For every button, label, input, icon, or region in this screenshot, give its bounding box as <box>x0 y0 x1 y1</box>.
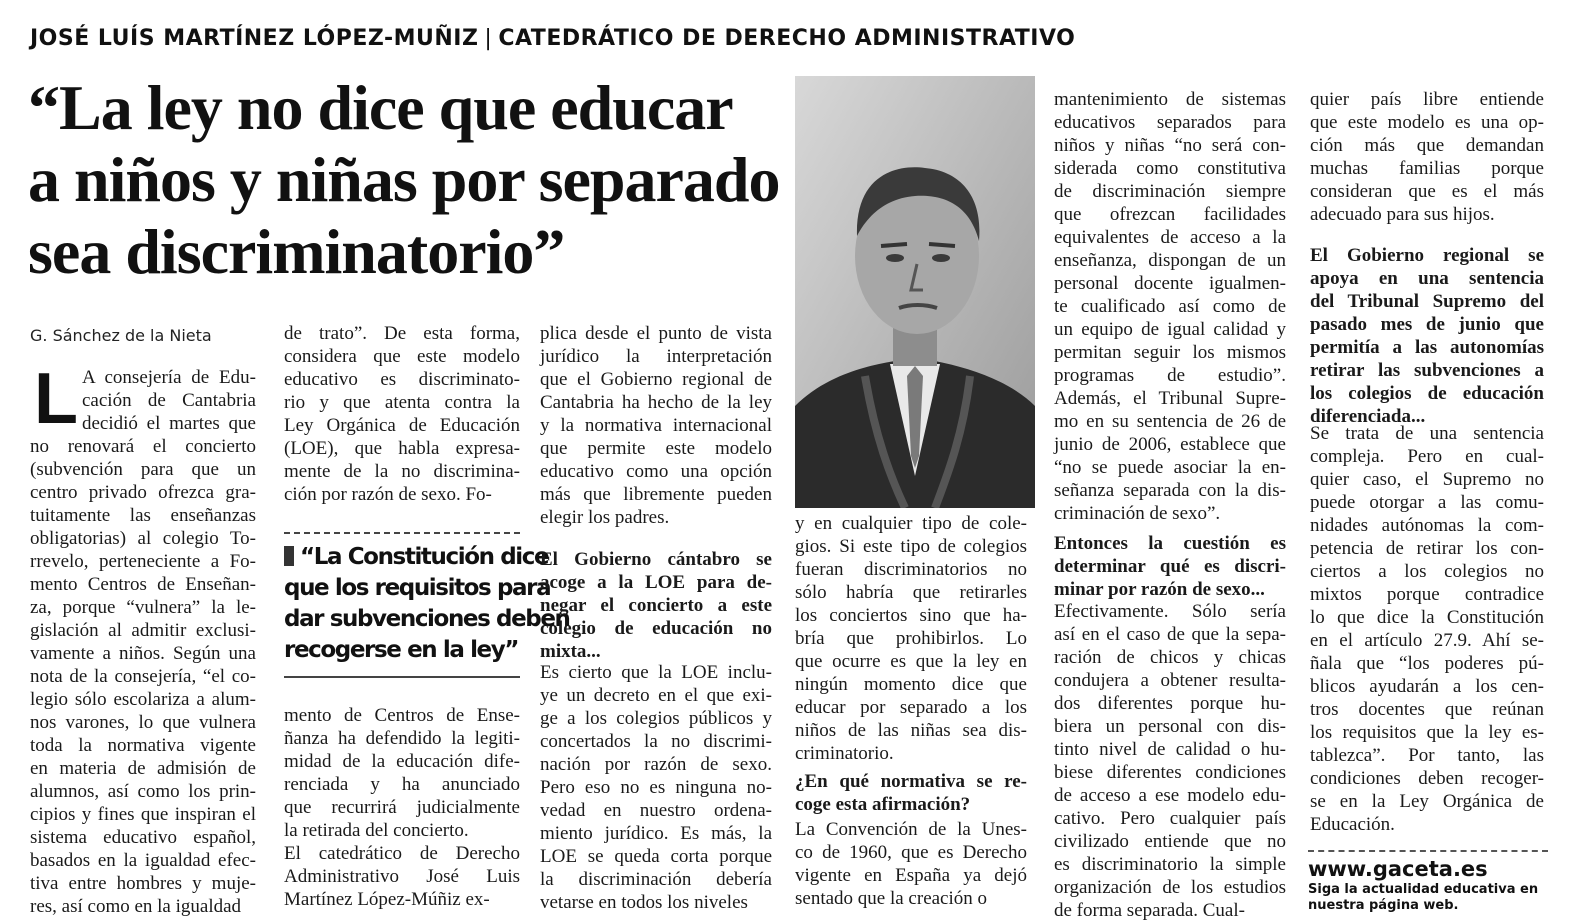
text-line: Ley Orgánica de Educación <box>284 415 520 436</box>
text-line: A consejería de Edu- <box>82 367 256 388</box>
text-line: los requisitos que la ley es- <box>1310 722 1544 743</box>
text-line: es discriminatorio la simple <box>1054 854 1286 875</box>
text-line: fueran discriminatorios no <box>795 559 1027 580</box>
text-line: ración de chicos y chicas <box>1054 647 1286 668</box>
text-line: tinto nivel de calidad o hu- <box>1054 739 1286 760</box>
text-line: gios. Si este tipo de colegios <box>795 536 1027 557</box>
column-3-top <box>540 322 772 529</box>
column-2-end <box>284 842 520 911</box>
text-line: ¿En qué normativa se re- <box>795 771 1027 792</box>
text-line: que ocurre es que la ley en <box>795 651 1027 672</box>
text-line: mente de la no discrimina- <box>284 461 520 482</box>
text-line: ciertos a los colegios no <box>1310 561 1544 582</box>
text-line: Es cierto que la LOE inclu- <box>540 662 772 683</box>
text-line: cativo. Pero cualquier país <box>1054 808 1286 829</box>
text-line: elegir los padres. <box>540 507 670 528</box>
text-line: programas de estudio”. <box>1054 365 1286 386</box>
text-line: consideran que es el más <box>1310 181 1544 202</box>
text-line: organización de los estudios <box>1054 877 1286 898</box>
text-line: biese diferentes condiciones <box>1054 762 1286 783</box>
text-line: equivalentes de acceso a la <box>1054 227 1286 248</box>
text-line: vamente a niños. Según una <box>30 643 256 664</box>
text-line: la retirada del concierto. <box>284 820 469 841</box>
text-line: un equipo de igual calidad y <box>1054 319 1286 340</box>
pull-quote <box>284 532 570 678</box>
text-line: vetarse en todos los niveles <box>540 892 748 913</box>
text-line: en el artículo 27.9. Ahí se- <box>1310 630 1544 651</box>
text-line: considera que este modelo <box>284 346 520 367</box>
column-3-bottom <box>540 661 772 914</box>
text-line: educar por separado a los <box>795 697 1027 718</box>
text-line: quier país libre entiende <box>1310 89 1544 110</box>
text-line: nación por razón de sexo. <box>540 754 772 775</box>
kicker-role: CATEDRÁTICO DE DERECHO ADMINISTRATIVO <box>498 26 1076 51</box>
text-line: rio y que atenta contra la <box>284 392 520 413</box>
text-line: Pero eso no es ninguna no- <box>540 777 772 798</box>
web-promo-note: Siga la actualidad educativa en nuestra página web. <box>1308 882 1539 913</box>
text-line: minar por razón de sexo... <box>1054 579 1265 600</box>
text-line: que permite este modelo <box>540 438 772 459</box>
pull-quote-line: recogerse en la ley” <box>284 637 519 663</box>
text-line: (LOE), que habla expresa- <box>284 438 520 459</box>
text-line: señanza separada con la dis- <box>1054 480 1286 501</box>
text-line: más que libremente pueden <box>540 484 772 505</box>
text-line: nota de la consejería, “el co- <box>30 666 256 687</box>
drop-cap: L <box>34 359 78 439</box>
text-line: mo en su sentencia de 26 de <box>1054 411 1286 432</box>
text-line: mantenimiento de sistemas <box>1054 89 1286 110</box>
text-line: tablezca”. Por tanto, las <box>1310 745 1544 766</box>
text-line: sistema educativo español, <box>30 827 256 848</box>
text-line: condujera a obtener resulta- <box>1054 670 1286 691</box>
text-line: rrevelo, perteneciente a Fo- <box>30 551 256 572</box>
text-line: del Tribunal Supremo del <box>1310 291 1544 312</box>
text-line: enseñanza, dispongan de un <box>1054 250 1286 271</box>
text-line: ñanza ha defendido la legiti- <box>284 728 520 749</box>
text-line: pasado mes de junio que <box>1310 314 1544 335</box>
text-line: blicos ayudarán a los cen- <box>1310 676 1544 697</box>
text-line: no renovará el concierto <box>30 436 256 457</box>
text-line: lo que dice la Constitución <box>1310 607 1544 628</box>
text-line: bría que prohibirlos. Lo <box>795 628 1027 649</box>
text-line: “no se puede asociar la en- <box>1054 457 1286 478</box>
text-line: de trato”. De esta forma, <box>284 323 520 344</box>
text-line: niños y niñas “no será con- <box>1054 135 1286 156</box>
text-line: jurídico la interpretación <box>540 346 772 367</box>
text-line: Efectivamente. Sólo sería <box>1054 601 1286 622</box>
web-promo <box>1308 850 1548 914</box>
text-line: que este modelo es una op- <box>1310 112 1544 133</box>
text-line: criminatorio. <box>795 743 894 764</box>
text-line: Administrativo José Luis <box>284 866 520 887</box>
text-line: ción por razón de sexo. Fo- <box>284 484 492 505</box>
text-line: y la normativa internacional <box>540 415 772 436</box>
text-line: Educación. <box>1310 814 1395 835</box>
text-line: mixta... <box>540 641 601 662</box>
text-line: compleja. Pero en cual- <box>1310 446 1544 467</box>
text-line: dos diferentes porque hu- <box>1054 693 1286 714</box>
text-line: determinar qué es discri- <box>1054 556 1286 577</box>
text-line: za, porque “vulnera” la le- <box>30 597 256 618</box>
text-line: y en cualquier tipo de cole- <box>795 513 1027 534</box>
text-line: tuitamente las enseñanzas <box>30 505 256 526</box>
text-line: Entonces la cuestión es <box>1054 533 1286 554</box>
text-line: permitía a las autonomías <box>1310 337 1544 358</box>
text-line: vedad en nuestro ordena- <box>540 800 772 821</box>
text-line: centro privado ofrezca gra- <box>30 482 256 503</box>
column-1 <box>30 359 256 918</box>
column-6-top <box>1310 88 1544 226</box>
pull-quote-line: que los requisitos para <box>284 575 551 601</box>
column-4-question <box>795 770 1027 816</box>
column-6-question <box>1310 244 1544 428</box>
text-line: condiciones deben recoger- <box>1310 768 1544 789</box>
column-4-top <box>795 512 1027 765</box>
text-line: ningún momento dice que <box>795 674 1027 695</box>
text-line: Además, el Tribunal Supre- <box>1054 388 1286 409</box>
kicker-name: JOSÉ LUÍS MARTÍNEZ LÓPEZ-MUÑIZ <box>30 26 479 51</box>
text-line: gislación al admitir exclusi- <box>30 620 256 641</box>
text-line: decidió el martes que <box>82 413 256 434</box>
text-line: educativo es discriminato- <box>284 369 520 390</box>
text-line: ción más que demandan <box>1310 135 1544 156</box>
column-2-top <box>284 322 520 506</box>
kicker-separator: | <box>484 26 493 51</box>
headline-line: sea discriminatorio” <box>28 216 565 287</box>
text-line: retirar las subvenciones a <box>1310 360 1544 381</box>
text-line: en materia de admisión de <box>30 758 256 779</box>
headline <box>28 72 788 288</box>
text-line: sentado que la creación o <box>795 888 988 909</box>
text-line: que recurrirá judicialmente <box>284 797 520 818</box>
text-line: niños de las niñas sea dis- <box>795 720 1027 741</box>
website-link[interactable]: www.gaceta.es <box>1308 857 1488 881</box>
text-line: negar el concierto a este <box>540 595 772 616</box>
text-line: apoya en una sentencia <box>1310 268 1544 289</box>
text-line: adecuado para sus hijos. <box>1310 204 1495 225</box>
quote-mark-icon <box>284 546 294 566</box>
text-line: civilizado entiende que no <box>1054 831 1286 852</box>
text-line: educativo como una opción <box>540 461 772 482</box>
text-line: así en el caso de que la sepa- <box>1054 624 1286 645</box>
text-line: mixtos porque contradice <box>1310 584 1544 605</box>
text-line: mento Centros de Enseñan- <box>30 574 256 595</box>
text-line: la discriminación debería <box>540 869 772 890</box>
portrait-illustration <box>795 76 1035 508</box>
text-line: plica desde el punto de vista <box>540 323 772 344</box>
text-line: quier caso, el Supremo no <box>1310 469 1544 490</box>
text-line: cación de Cantabria <box>82 390 256 411</box>
text-line: junio de 2006, establece que <box>1054 434 1286 455</box>
text-line: midad de la educación dife- <box>284 751 520 772</box>
text-line: de discriminación siempre <box>1054 181 1286 202</box>
text-line: educativos separados para <box>1054 112 1286 133</box>
column-6-bottom <box>1310 422 1544 836</box>
text-line: criminación de sexo”. <box>1054 503 1221 524</box>
text-line: toda la normativa vigente <box>30 735 256 756</box>
text-line: El Gobierno cántabro se <box>540 549 772 570</box>
text-line: nidades autónomas la com- <box>1310 515 1544 536</box>
column-5-bottom <box>1054 600 1286 922</box>
text-line: siderada como constitutiva <box>1054 158 1286 179</box>
text-line: res, así como en la igualdad <box>30 896 242 917</box>
text-line: co de 1960, que es Derecho <box>795 842 1027 863</box>
text-line: nos varones, lo que vulnera <box>30 712 256 733</box>
text-line: que el Gobierno regional de <box>540 369 772 390</box>
text-line: vigente en España ya dejó <box>795 865 1027 886</box>
text-line: LOE se queda corta porque <box>540 846 772 867</box>
text-line: cipios y fines que inspiran el <box>30 804 256 825</box>
pull-quote-line: “La Constitución dice <box>284 542 520 573</box>
text-line: permitan seguir los mismos <box>1054 342 1286 363</box>
text-line: petencia de retirar los con- <box>1310 538 1544 559</box>
text-line: los colegios de educación <box>1310 383 1544 404</box>
text-line: legio sólo escolariza a alum- <box>30 689 256 710</box>
text-line: mento de Centros de Ense- <box>284 705 520 726</box>
kicker <box>30 26 1130 51</box>
text-line: renciada y ha anunciado <box>284 774 520 795</box>
text-line: Se trata de una sentencia <box>1310 423 1544 444</box>
text-line: concertados la no discrimi- <box>540 731 772 752</box>
text-line: los conciertos sino que ha- <box>795 605 1027 626</box>
portrait-photo <box>795 76 1035 508</box>
text-line: te cualificado así como de <box>1054 296 1286 317</box>
text-line: tros docentes que reúnan <box>1310 699 1544 720</box>
text-line: ñala que “los poderes pú- <box>1310 653 1544 674</box>
text-line: coge esta afirmación? <box>795 794 971 815</box>
text-line: acoge a la LOE para de- <box>540 572 772 593</box>
headline-line: “La ley no dice que educar <box>28 72 733 143</box>
text-line: ye un decreto en el que exi- <box>540 685 772 706</box>
headline-line: a niños y niñas por separado <box>28 144 780 215</box>
column-4-bottom <box>795 818 1027 910</box>
text-line: ge a los colegios públicos y <box>540 708 772 729</box>
text-line: se en la Ley Orgánica de <box>1310 791 1544 812</box>
column-3-question <box>540 548 772 663</box>
text-line: que ofrezcan facilidades <box>1054 204 1286 225</box>
text-line: miento jurídico. Es más, la <box>540 823 772 844</box>
text-line: de acceso a ese modelo edu- <box>1054 785 1286 806</box>
text-line: La Convención de la Unes- <box>795 819 1027 840</box>
text-line: diferenciada... <box>1310 406 1426 427</box>
text-line: colegio de educación no <box>540 618 772 639</box>
text-line: muchas familias porque <box>1310 158 1544 179</box>
text-line: obligatorias) al colegio To- <box>30 528 256 549</box>
text-line: biera un personal con dis- <box>1054 716 1286 737</box>
text-line: Martínez López-Múñiz ex- <box>284 889 490 910</box>
text-line: alumnos, así como los prin- <box>30 781 256 802</box>
text-line: (subvención para que un <box>30 459 256 480</box>
text-line: basados en la igualdad efec- <box>30 850 256 871</box>
column-2-bottom <box>284 704 520 842</box>
text-line: puede otorgar a las comu- <box>1310 492 1544 513</box>
text-line: sólo habría que retirarles <box>795 582 1027 603</box>
text-line: tiva entre hombres y muje- <box>30 873 256 894</box>
byline: G. Sánchez de la Nieta <box>30 326 212 345</box>
pull-quote-line: dar subvenciones deben <box>284 606 570 632</box>
text-line: El catedrático de Derecho <box>284 843 520 864</box>
text-line: personal docente igualmen- <box>1054 273 1286 294</box>
text-line: El Gobierno regional se <box>1310 245 1544 266</box>
column-5-question <box>1054 532 1286 601</box>
text-line: Cantabria ha hecho de la ley <box>540 392 772 413</box>
column-5-top <box>1054 88 1286 525</box>
text-line: de forma separada. Cual- <box>1054 900 1245 921</box>
